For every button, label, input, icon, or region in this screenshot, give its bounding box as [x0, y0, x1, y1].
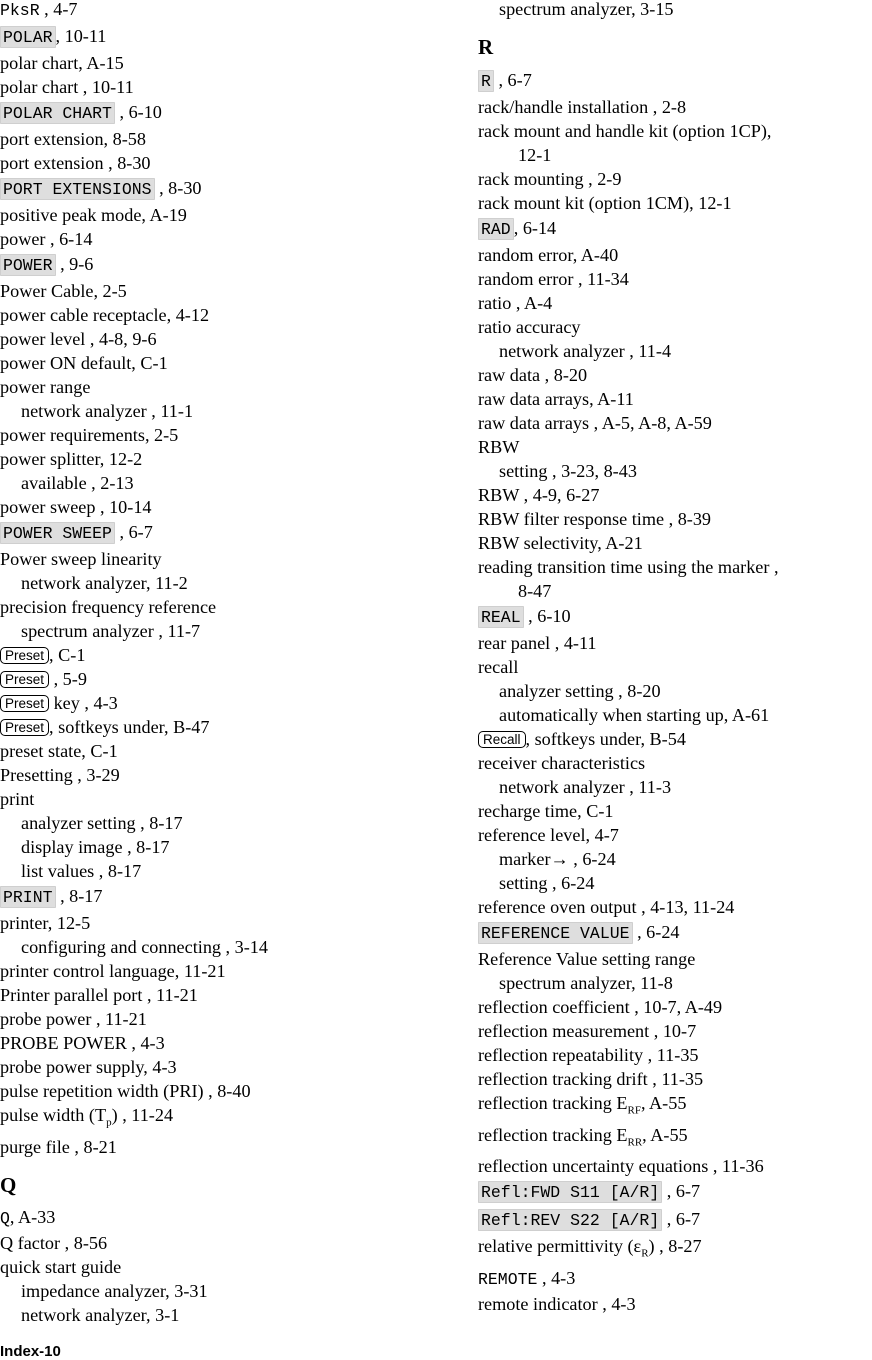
entry-text: reflection tracking E: [478, 1093, 628, 1113]
softkey-label: REFERENCE VALUE: [478, 922, 633, 944]
index-entry-continuation: 12-1: [518, 145, 552, 165]
index-entry: [0, 251, 440, 279]
softkey-label: POWER SWEEP: [0, 522, 115, 544]
index-entry: power ON default, C-1: [0, 353, 168, 373]
hardkey-label: Preset: [0, 647, 49, 664]
index-entry: random error, A-40: [478, 245, 619, 265]
index-entry: [478, 1178, 872, 1206]
index-entry: RBW: [478, 437, 520, 457]
entry-text: , 6-7: [114, 522, 153, 542]
entry-text: , softkeys under, B-47: [49, 717, 210, 737]
index-entry: precision frequency reference: [0, 597, 217, 617]
index-entry: [0, 99, 440, 127]
index-entry: purge file , 8-21: [0, 1136, 117, 1157]
index-entry: polar chart, A-15: [0, 53, 124, 73]
entry-text: , 6-24: [632, 922, 680, 942]
index-entry: recharge time, C-1: [478, 801, 614, 821]
index-entry: [478, 1234, 872, 1266]
index-subentry: available , 2-13: [21, 473, 134, 493]
softkey-label: Refl:REV S22 [A/R]: [478, 1209, 662, 1231]
index-subentry: spectrum analyzer, 3-15: [499, 0, 674, 19]
subscript: R: [641, 1247, 649, 1260]
index-entry: power level , 4-8, 9-6: [0, 329, 157, 349]
softkey-label: POLAR CHART: [0, 102, 115, 124]
index-entry: rack mounting , 2-9: [478, 169, 622, 189]
index-entry: Printer parallel port , 11-21: [0, 985, 198, 1005]
index-entry: positive peak mode, A-19: [0, 205, 187, 225]
entry-text: , A-55: [642, 1124, 688, 1145]
index-entry: [478, 215, 872, 243]
index-entry: power requirements, 2-5: [0, 425, 179, 445]
entry-text: , 4-7: [39, 0, 78, 19]
entry-text: , C-1: [49, 645, 86, 665]
index-entry: reading transition time using the marker ,: [478, 557, 779, 577]
index-subentry: setting , 3-23, 8-43: [499, 461, 637, 481]
entry-text: , A-33: [9, 1206, 56, 1227]
softkey-label: Refl:FWD S11 [A/R]: [478, 1181, 662, 1203]
index-entry: RBW , 4-9, 6-27: [478, 485, 600, 505]
index-entry: reflection repeatability , 11-35: [478, 1045, 699, 1065]
index-entry: port extension, 8-58: [0, 129, 146, 149]
index-entry: [0, 715, 440, 739]
index-subentry: setting , 6-24: [499, 873, 595, 893]
subscript: RF: [627, 1104, 641, 1117]
index-subentry: network analyzer , 11-3: [499, 777, 672, 797]
index-entry: power cable receptacle, 4-12: [0, 305, 210, 325]
entry-text: , 6-7: [493, 70, 532, 90]
index-column-left: [0, 0, 440, 1327]
entry-text: ) , 8-27: [648, 1236, 702, 1257]
index-entry: [0, 519, 440, 547]
hardkey-label: Preset: [0, 719, 49, 736]
index-entry: raw data arrays, A-11: [478, 389, 634, 409]
index-entry: [0, 1205, 440, 1231]
index-entry: pulse repetition width (PRI) , 8-40: [0, 1081, 251, 1101]
softkey-label: POWER: [0, 254, 56, 276]
index-entry-continuation: 8-47: [518, 581, 552, 601]
softkey-label: R: [478, 70, 494, 92]
index-subentry: impedance analyzer, 3-31: [21, 1280, 208, 1301]
index-subentry: display image , 8-17: [21, 837, 170, 857]
index-subentry: analyzer setting , 8-17: [21, 813, 183, 833]
entry-text: , softkeys under, B-54: [525, 729, 686, 749]
index-subentry: network analyzer , 11-4: [499, 341, 672, 361]
index-entry: power range: [0, 377, 91, 397]
index-entry: Presetting , 3-29: [0, 765, 120, 785]
softkey-label: POLAR: [0, 26, 56, 48]
index-entry: polar chart , 10-11: [0, 77, 134, 97]
entry-text: , 6-7: [662, 1181, 701, 1202]
subscript: p: [106, 1116, 112, 1129]
index-entry: rear panel , 4-11: [478, 633, 597, 653]
section-heading: Q: [0, 1172, 17, 1197]
hardkey-label: Recall: [478, 731, 526, 748]
index-entry: [0, 1103, 440, 1135]
index-entry: [0, 643, 440, 667]
entry-text: , 6-14: [513, 218, 557, 238]
index-entry: Power Cable, 2-5: [0, 281, 127, 301]
entry-term: REMOTE: [478, 1269, 538, 1289]
index-entry: preset state, C-1: [0, 741, 118, 761]
index-entry: printer, 12-5: [0, 913, 91, 933]
index-entry: rack/handle installation , 2-8: [478, 97, 687, 117]
index-entry: [478, 1123, 872, 1155]
index-entry: [0, 23, 440, 51]
softkey-label: PRINT: [0, 886, 56, 908]
index-entry: Reference Value setting range: [478, 949, 696, 969]
index-entry: rack mount kit (option 1CM), 12-1: [478, 193, 732, 213]
index-entry: [478, 603, 872, 631]
index-entry: [0, 667, 440, 691]
entry-text: , 5-9: [49, 669, 87, 689]
page-number: Index-10: [0, 1343, 61, 1360]
index-subentry: network analyzer , 11-1: [21, 401, 194, 421]
entry-text: , 9-6: [55, 254, 94, 274]
index-entry: [0, 883, 440, 911]
subscript: RR: [627, 1136, 643, 1149]
index-entry: ratio accuracy: [478, 317, 581, 337]
entry-text: ) , 11-24: [111, 1105, 174, 1125]
entry-text: reflection tracking E: [478, 1124, 628, 1145]
entry-text: , 8-30: [154, 178, 202, 198]
index-entry: [478, 1206, 872, 1234]
index-entry: Power sweep linearity: [0, 549, 162, 569]
index-column-right: [478, 0, 872, 1316]
index-entry: probe power , 11-21: [0, 1009, 147, 1029]
hardkey-label: Preset: [0, 695, 49, 712]
index-entry: remote indicator , 4-3: [478, 1293, 636, 1314]
index-subentry: configuring and connecting , 3-14: [21, 937, 268, 957]
index-subentry: automatically when starting up, A-61: [499, 705, 770, 725]
index-entry: reflection uncertainty equations , 11-36: [478, 1156, 764, 1177]
index-subentry: analyzer setting , 8-20: [499, 681, 661, 701]
index-entry: recall: [478, 657, 519, 677]
index-entry: reflection coefficient , 10-7, A-49: [478, 997, 723, 1017]
index-entry: reference oven output , 4-13, 11-24: [478, 897, 735, 917]
index-entry: random error , 11-34: [478, 269, 629, 289]
index-entry: print: [0, 789, 35, 809]
index-entry: RBW filter response time , 8-39: [478, 509, 712, 529]
index-entry: reflection measurement , 10-7: [478, 1021, 697, 1041]
entry-text: relative permittivity (ε: [478, 1236, 642, 1257]
index-entry: reference level, 4-7: [478, 825, 619, 845]
index-entry: [478, 727, 872, 751]
entry-text: , 6-10: [114, 102, 162, 122]
entry-text: , 8-17: [55, 886, 103, 906]
entry-text: , 6-7: [662, 1209, 701, 1230]
index-entry: probe power supply, 4-3: [0, 1057, 177, 1077]
index-subentry: network analyzer, 3-1: [21, 1304, 180, 1325]
index-entry: PROBE POWER , 4-3: [0, 1033, 165, 1053]
index-entry: reflection tracking drift , 11-35: [478, 1069, 704, 1089]
hardkey-label: Preset: [0, 671, 49, 688]
index-entry: [478, 67, 872, 95]
index-entry: printer control language, 11-21: [0, 961, 226, 981]
entry-text: , 4-3: [537, 1267, 576, 1288]
entry-text: , A-55: [640, 1093, 687, 1113]
index-entry: raw data , 8-20: [478, 365, 588, 385]
index-entry: [0, 691, 440, 715]
index-subentry: network analyzer, 11-2: [21, 573, 188, 593]
index-entry: [0, 0, 440, 23]
index-entry: RBW selectivity, A-21: [478, 533, 643, 553]
entry-term: PksR: [0, 1, 40, 20]
index-entry: power splitter, 12-2: [0, 449, 143, 469]
index-entry: ratio , A-4: [478, 293, 553, 313]
index-entry: [478, 1091, 872, 1123]
entry-text: , 10-11: [55, 26, 107, 46]
index-subentry: marker→ , 6-24: [499, 849, 616, 869]
index-entry: rack mount and handle kit (option 1CP),: [478, 121, 772, 141]
softkey-label: RAD: [478, 218, 514, 240]
index-entry: [478, 1266, 872, 1292]
section-heading: R: [478, 35, 494, 59]
index-entry: receiver characteristics: [478, 753, 646, 773]
index-subentry: spectrum analyzer , 11-7: [21, 621, 201, 641]
index-entry: port extension , 8-30: [0, 153, 151, 173]
index-entry: power sweep , 10-14: [0, 497, 152, 517]
index-entry: Q factor , 8-56: [0, 1232, 108, 1253]
index-entry: [478, 919, 872, 947]
index-entry: power , 6-14: [0, 229, 93, 249]
softkey-label: REAL: [478, 606, 524, 628]
index-subentry: list values , 8-17: [21, 861, 142, 881]
index-entry: quick start guide: [0, 1256, 122, 1277]
index-entry: raw data arrays , A-5, A-8, A-59: [478, 413, 712, 433]
entry-text: pulse width (T: [0, 1105, 107, 1125]
softkey-label: PORT EXTENSIONS: [0, 178, 155, 200]
entry-text: key , 4-3: [49, 693, 118, 713]
index-subentry: spectrum analyzer, 11-8: [499, 973, 673, 993]
entry-term: Q: [0, 1208, 10, 1228]
index-entry: [0, 175, 440, 203]
entry-text: , 6-10: [523, 606, 571, 626]
